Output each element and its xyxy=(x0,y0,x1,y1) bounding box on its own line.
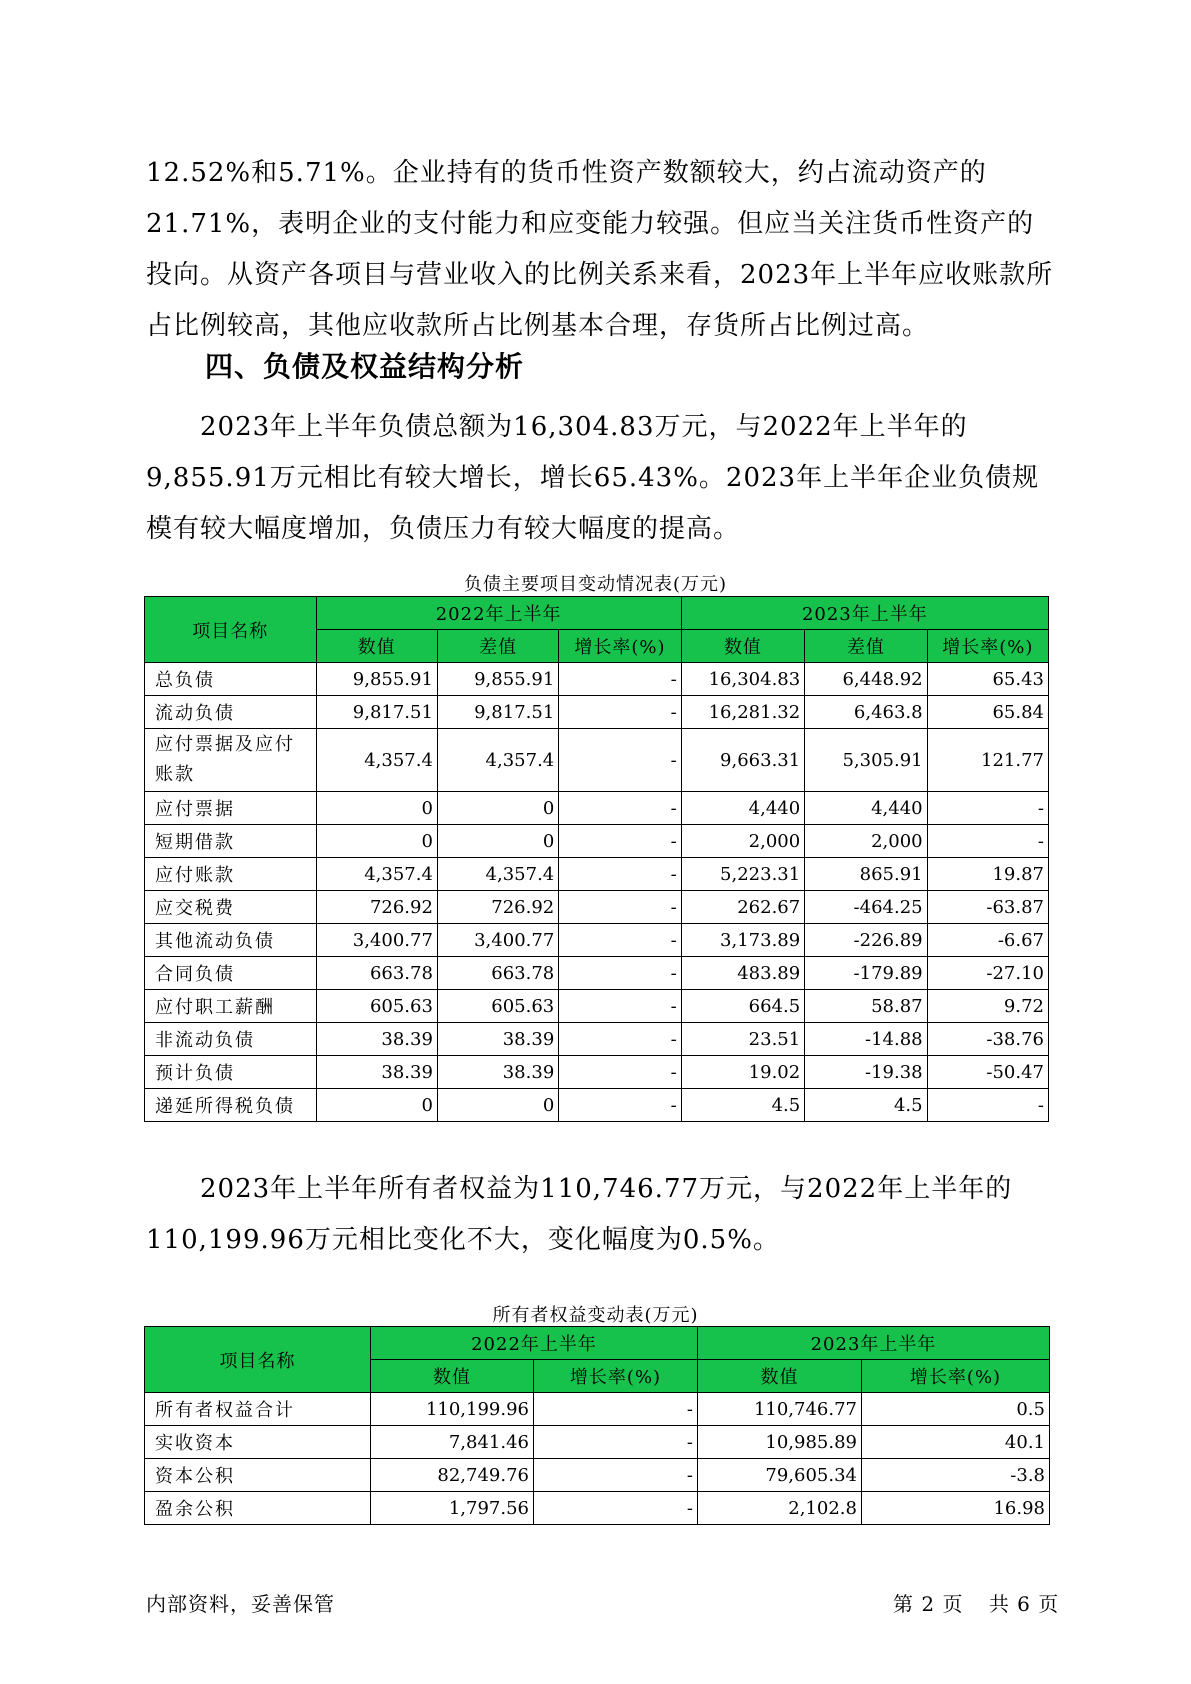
cell-diff-2022: 38.39 xyxy=(437,1023,558,1056)
cell-value-2022: 4,357.4 xyxy=(316,729,437,792)
cell-rate-2022: - xyxy=(534,1459,698,1492)
cell-value-2022: 7,841.46 xyxy=(371,1426,534,1459)
header-period-2022: 2022年上半年 xyxy=(316,597,681,630)
cell-value-2023: 110,746.77 xyxy=(698,1393,862,1426)
cell-diff-2022: 9,817.51 xyxy=(437,696,558,729)
cell-rate-2023: 16.98 xyxy=(862,1492,1050,1525)
cell-diff-2022: 0 xyxy=(437,792,558,825)
header-diff: 差值 xyxy=(805,630,927,663)
cell-value-2022: 9,855.91 xyxy=(316,663,437,696)
cell-rate-2022: - xyxy=(559,858,681,891)
page-prefix: 第 xyxy=(893,1592,914,1616)
row-name: 非流动负债 xyxy=(145,1023,317,1056)
header-rate: 增长率(%) xyxy=(862,1360,1050,1393)
cell-rate-2023: 0.5 xyxy=(862,1393,1050,1426)
page-total: 6 xyxy=(1017,1592,1031,1616)
total-prefix: 共 xyxy=(988,1592,1010,1616)
table-row xyxy=(145,1426,1050,1459)
cell-rate-2023: - xyxy=(927,825,1048,858)
cell-rate-2023: 65.84 xyxy=(927,696,1048,729)
cell-value-2022: 110,199.96 xyxy=(371,1393,534,1426)
cell-diff-2023: 5,305.91 xyxy=(805,729,927,792)
row-name: 实收资本 xyxy=(145,1426,371,1459)
cell-value-2023: 483.89 xyxy=(681,957,805,990)
cell-value-2022: 605.63 xyxy=(316,990,437,1023)
cell-rate-2022: - xyxy=(559,891,681,924)
table2-caption: 所有者权益变动表(万元) xyxy=(492,1305,699,1326)
cell-value-2022: 38.39 xyxy=(316,1023,437,1056)
cell-rate-2022: - xyxy=(534,1492,698,1525)
table-row xyxy=(145,957,1049,990)
header-period-2023: 2023年上半年 xyxy=(698,1327,1050,1360)
row-name: 合同负债 xyxy=(145,957,317,990)
cell-value-2023: 4.5 xyxy=(681,1089,805,1122)
cell-diff-2023: 4.5 xyxy=(805,1089,927,1122)
cell-diff-2022: 3,400.77 xyxy=(437,924,558,957)
cell-diff-2023: 6,448.92 xyxy=(805,663,927,696)
cell-value-2022: 1,797.56 xyxy=(371,1492,534,1525)
table-row xyxy=(145,1459,1050,1492)
cell-value-2023: 262.67 xyxy=(681,891,805,924)
row-name: 递延所得税负债 xyxy=(145,1089,317,1122)
cell-rate-2022: - xyxy=(559,792,681,825)
cell-rate-2023: -63.87 xyxy=(927,891,1048,924)
cell-rate-2023: 9.72 xyxy=(927,990,1048,1023)
equity-table xyxy=(144,1326,1050,1525)
cell-diff-2022: 4,357.4 xyxy=(437,729,558,792)
cell-value-2022: 3,400.77 xyxy=(316,924,437,957)
header-value: 数值 xyxy=(698,1360,862,1393)
cell-diff-2023: -179.89 xyxy=(805,957,927,990)
row-name: 盈余公积 xyxy=(145,1492,371,1525)
cell-rate-2023: -38.76 xyxy=(927,1023,1048,1056)
cell-value-2023: 5,223.31 xyxy=(681,858,805,891)
cell-diff-2022: 0 xyxy=(437,825,558,858)
cell-value-2022: 0 xyxy=(316,825,437,858)
cell-diff-2023: 58.87 xyxy=(805,990,927,1023)
cell-value-2023: 23.51 xyxy=(681,1023,805,1056)
cell-value-2022: 726.92 xyxy=(316,891,437,924)
cell-rate-2023: 19.87 xyxy=(927,858,1048,891)
table-row xyxy=(145,1089,1049,1122)
row-name: 所有者权益合计 xyxy=(145,1393,371,1426)
cell-rate-2023: -50.47 xyxy=(927,1056,1048,1089)
cell-diff-2022: 38.39 xyxy=(437,1056,558,1089)
header-rate: 增长率(%) xyxy=(927,630,1048,663)
row-name: 应交税费 xyxy=(145,891,317,924)
page-mid: 页 xyxy=(942,1592,964,1616)
table-row xyxy=(145,858,1049,891)
equity-paragraph: 2023年上半年所有者权益为110,746.77万元，与2022年上半年的110,199.96万元相比变化不大，变化幅度为0.5%。 xyxy=(146,1174,1013,1255)
cell-value-2023: 2,102.8 xyxy=(698,1492,862,1525)
cell-rate-2022: - xyxy=(559,1023,681,1056)
cell-rate-2022: - xyxy=(534,1393,698,1426)
row-name: 应付票据 xyxy=(145,792,317,825)
cell-value-2023: 9,663.31 xyxy=(681,729,805,792)
table-row xyxy=(145,696,1049,729)
cell-diff-2022: 4,357.4 xyxy=(437,858,558,891)
cell-rate-2022: - xyxy=(559,957,681,990)
header-item-name: 项目名称 xyxy=(145,1327,371,1393)
cell-diff-2022: 726.92 xyxy=(437,891,558,924)
cell-value-2023: 2,000 xyxy=(681,825,805,858)
table-row xyxy=(145,792,1049,825)
header-diff: 差值 xyxy=(437,630,558,663)
header-value: 数值 xyxy=(371,1360,534,1393)
cell-value-2023: 4,440 xyxy=(681,792,805,825)
table-row xyxy=(145,1492,1050,1525)
page-current: 2 xyxy=(921,1592,936,1616)
table-row xyxy=(145,891,1049,924)
cell-rate-2023: 121.77 xyxy=(927,729,1048,792)
header-period-2022: 2022年上半年 xyxy=(371,1327,698,1360)
row-name: 总负债 xyxy=(145,663,317,696)
cell-value-2022: 38.39 xyxy=(316,1056,437,1089)
cell-rate-2022: - xyxy=(534,1426,698,1459)
cell-rate-2022: - xyxy=(559,729,681,792)
cell-diff-2023: 2,000 xyxy=(805,825,927,858)
table-row xyxy=(145,924,1049,957)
cell-diff-2022: 663.78 xyxy=(437,957,558,990)
table-row xyxy=(145,1056,1049,1089)
cell-diff-2023: 865.91 xyxy=(805,858,927,891)
table-row xyxy=(145,825,1049,858)
cell-diff-2023: -19.38 xyxy=(805,1056,927,1089)
row-name: 预计负债 xyxy=(145,1056,317,1089)
row-name: 短期借款 xyxy=(145,825,317,858)
cell-value-2023: 79,605.34 xyxy=(698,1459,862,1492)
cell-rate-2023: 65.43 xyxy=(927,663,1048,696)
header-rate: 增长率(%) xyxy=(534,1360,698,1393)
cell-value-2023: 664.5 xyxy=(681,990,805,1023)
cell-diff-2023: -14.88 xyxy=(805,1023,927,1056)
row-name: 资本公积 xyxy=(145,1459,371,1492)
cell-rate-2022: - xyxy=(559,924,681,957)
table-row xyxy=(145,663,1049,696)
cell-rate-2022: - xyxy=(559,696,681,729)
table-row xyxy=(145,1393,1050,1426)
table-row xyxy=(145,729,1049,792)
cell-rate-2023: 40.1 xyxy=(862,1426,1050,1459)
cell-rate-2022: - xyxy=(559,1089,681,1122)
table1-caption: 负债主要项目变动情况表(万元) xyxy=(463,574,728,595)
cell-rate-2022: - xyxy=(559,663,681,696)
cell-diff-2022: 9,855.91 xyxy=(437,663,558,696)
cell-rate-2022: - xyxy=(559,825,681,858)
cell-rate-2023: -27.10 xyxy=(927,957,1048,990)
intro-paragraph: 12.52%和5.71%。企业持有的货币性资产数额较大，约占流动资产的21.71%，表明企业的支付能力和应变能力较强。但应当关注货币性资产的投向。从资产各项目与营业收入的比例关系来看，2023年上半年应收账款所占比例较高，其他应收款所占比例基本合理，存货所占比例过高。 xyxy=(146,158,1054,341)
cell-rate-2023: -6.67 xyxy=(927,924,1048,957)
cell-rate-2022: - xyxy=(559,1056,681,1089)
cell-rate-2023: - xyxy=(927,792,1048,825)
page-suffix: 页 xyxy=(1038,1592,1060,1616)
header-rate: 增长率(%) xyxy=(559,630,681,663)
cell-rate-2022: - xyxy=(559,990,681,1023)
cell-diff-2023: -464.25 xyxy=(805,891,927,924)
footer-confidential-note: 内部资料，妥善保管 xyxy=(146,1592,335,1616)
cell-rate-2023: - xyxy=(927,1089,1048,1122)
table-row xyxy=(145,990,1049,1023)
header-value: 数值 xyxy=(681,630,805,663)
cell-diff-2022: 605.63 xyxy=(437,990,558,1023)
cell-diff-2023: -226.89 xyxy=(805,924,927,957)
row-name: 其他流动负债 xyxy=(145,924,317,957)
cell-value-2023: 16,281.32 xyxy=(681,696,805,729)
header-item-name: 项目名称 xyxy=(145,597,317,663)
cell-diff-2023: 6,463.8 xyxy=(805,696,927,729)
row-name: 流动负债 xyxy=(145,696,317,729)
row-name: 应付账款 xyxy=(145,858,317,891)
table-row xyxy=(145,1023,1049,1056)
cell-value-2022: 663.78 xyxy=(316,957,437,990)
cell-value-2023: 16,304.83 xyxy=(681,663,805,696)
cell-rate-2023: -3.8 xyxy=(862,1459,1050,1492)
cell-value-2023: 3,173.89 xyxy=(681,924,805,957)
cell-value-2022: 4,357.4 xyxy=(316,858,437,891)
cell-value-2022: 0 xyxy=(316,1089,437,1122)
cell-value-2023: 10,985.89 xyxy=(698,1426,862,1459)
row-name: 应付票据及应付账款 xyxy=(145,729,317,792)
liability-paragraph: 2023年上半年负债总额为16,304.83万元，与2022年上半年的9,855.91万元相比有较大增长，增长65.43%。2023年上半年企业负债规模有较大幅度增加，负债压力有较大幅度的提高。 xyxy=(146,412,1040,544)
cell-value-2022: 82,749.76 xyxy=(371,1459,534,1492)
cell-value-2022: 0 xyxy=(316,792,437,825)
footer-page-number xyxy=(893,1588,1059,1617)
cell-value-2023: 19.02 xyxy=(681,1056,805,1089)
section-heading: 四、负债及权益结构分析 xyxy=(205,350,525,383)
cell-diff-2023: 4,440 xyxy=(805,792,927,825)
row-name: 应付职工薪酬 xyxy=(145,990,317,1023)
header-value: 数值 xyxy=(316,630,437,663)
cell-diff-2022: 0 xyxy=(437,1089,558,1122)
cell-value-2022: 9,817.51 xyxy=(316,696,437,729)
liability-table xyxy=(144,596,1049,1122)
header-period-2023: 2023年上半年 xyxy=(681,597,1048,630)
